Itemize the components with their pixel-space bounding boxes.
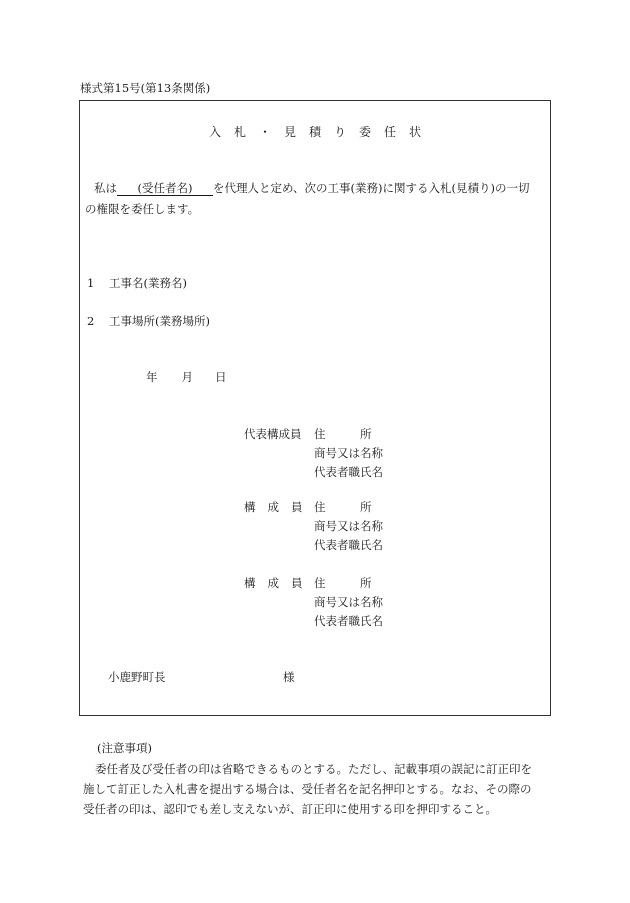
addressee-honorific: 様: [283, 670, 295, 684]
signatory-representative-label: 代表者職氏名: [314, 465, 383, 479]
document-title: 入札・見積り委任状: [208, 125, 434, 139]
item-number: 2: [87, 314, 95, 328]
signatory-address-label: 住 所: [314, 427, 372, 441]
notes-line: 施して訂正した入札書を提出する場合は、受任者名を記名押印とする。なお、その際の: [83, 782, 532, 796]
signatory-address-label: 住 所: [314, 576, 372, 590]
signatory-address-label: 住 所: [314, 500, 372, 514]
signatory-representative-label: 代表者職氏名: [314, 538, 383, 552]
delegate-name-blank: (受任者名): [117, 181, 213, 196]
signatory-company-label: 商号又は名称: [314, 595, 383, 609]
item-number: 1: [87, 276, 95, 290]
body-text-line-1: [94, 180, 529, 196]
body-suffix: を代理人と定め、次の工事(業務)に関する入札(見積り)の一切: [213, 181, 530, 195]
item-construction-location: [87, 313, 210, 329]
item-label: 工事場所(業務場所): [109, 314, 210, 328]
notes-body: [83, 759, 553, 819]
item-construction-name: [87, 275, 187, 291]
date-month: 月: [181, 370, 193, 384]
form-number: 様式第15号(第13条関係): [80, 81, 211, 95]
signatory-role-representative: 代表構成員: [244, 427, 302, 441]
signatory-company-label: 商号又は名称: [314, 446, 383, 460]
date-day: 日: [215, 370, 227, 384]
body-text-line-2: の権限を委任します。: [85, 202, 200, 216]
signatory-representative-label: 代表者職氏名: [314, 614, 383, 628]
notes-heading: (注意事項): [97, 741, 152, 755]
date-year: 年: [146, 370, 158, 384]
body-prefix: 私は: [94, 181, 117, 195]
addressee-name: 小鹿野町長: [108, 670, 166, 684]
notes-line: 受任者の印は、認印でも差し支えないが、訂正印に使用する印を押印すること。: [83, 802, 497, 816]
date-line: [146, 369, 227, 385]
signatory-role-member: 構成員: [244, 576, 315, 590]
item-label: 工事名(業務名): [109, 276, 187, 290]
form-frame: [79, 100, 551, 716]
notes-line: 委任者及び受任者の印は省略できるものとする。ただし、記載事項の誤記に訂正印を: [95, 762, 532, 776]
signatory-company-label: 商号又は名称: [314, 519, 383, 533]
signatory-role-member: 構成員: [244, 500, 315, 514]
